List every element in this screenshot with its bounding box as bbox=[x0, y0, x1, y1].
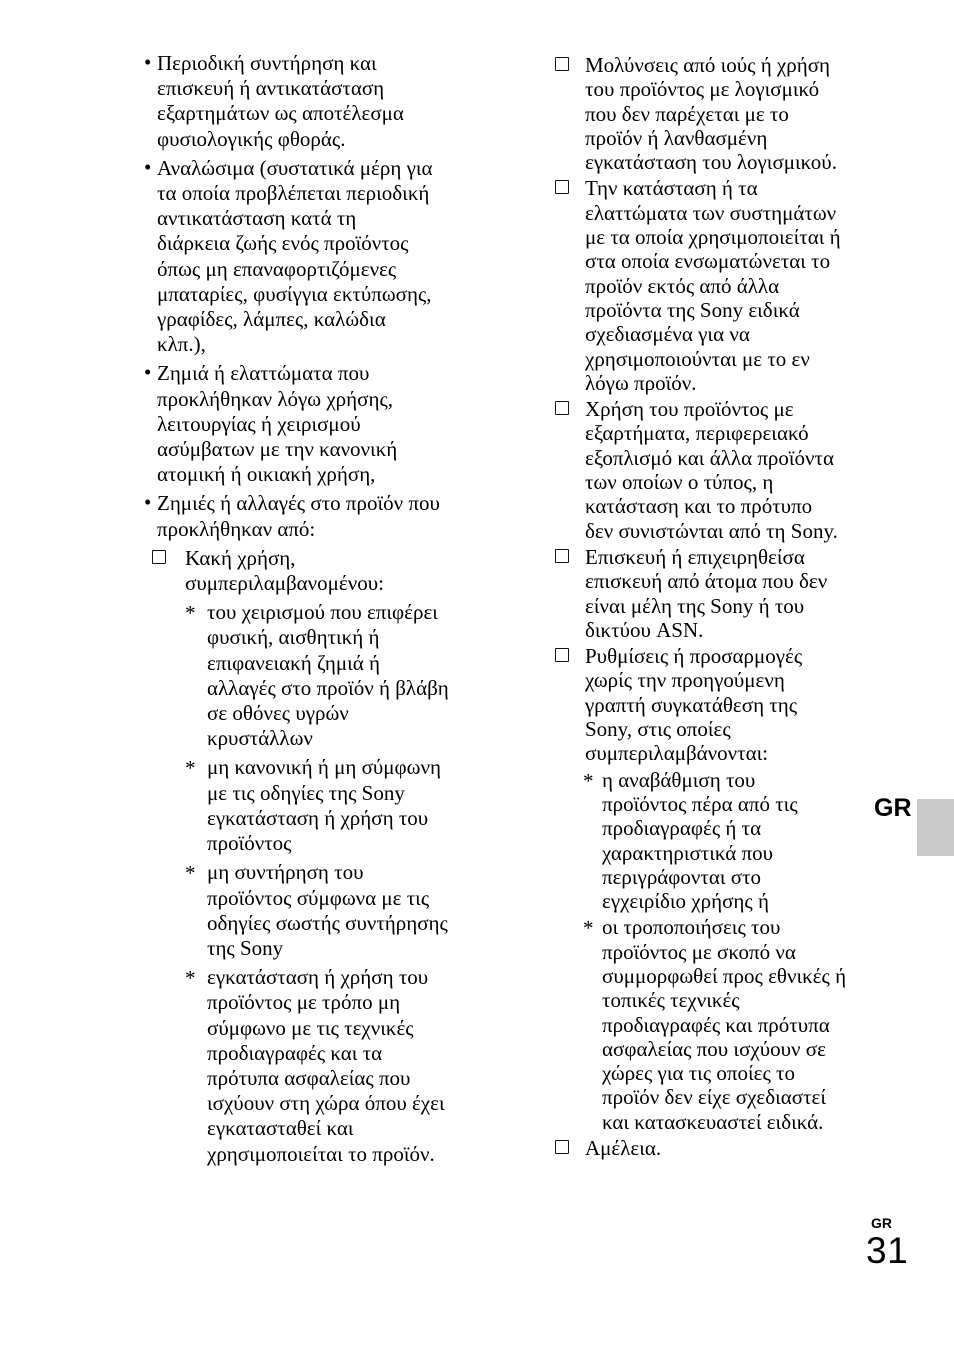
text-line: Ρυθμίσεις ή προσαρμογές bbox=[585, 644, 803, 669]
text-line: προϊόντος με τρόπο μη bbox=[207, 990, 401, 1015]
text-line: κρυστάλλων bbox=[207, 726, 313, 751]
text-line: συμπεριλαμβανομένου: bbox=[185, 571, 384, 596]
asterisk-item bbox=[145, 860, 510, 961]
text-line: χαρακτηριστικά που bbox=[602, 840, 774, 865]
text-line: εξοπλισμό και άλλα προϊόντα bbox=[585, 445, 834, 470]
text-line: προκλήθηκαν από: bbox=[157, 516, 316, 541]
checkbox-icon bbox=[555, 1140, 569, 1154]
text-line: προδιαγραφές ή τα bbox=[602, 816, 762, 841]
text-line: εγκατάσταση ή χρήση του bbox=[207, 965, 429, 990]
text-line: δεν συνιστώνται από τη Sony. bbox=[585, 518, 838, 543]
bullet-item bbox=[145, 51, 510, 152]
text-line: Μολύνσεις από ιούς ή χρήση bbox=[585, 53, 831, 77]
text-line: προϊόντα της Sony ειδικά bbox=[585, 297, 800, 322]
text-line: συμπεριλαμβάνονται: bbox=[585, 741, 769, 766]
text-line: κλπ.), bbox=[157, 332, 206, 357]
language-tab-band bbox=[917, 799, 954, 856]
text-line: σχεδιασμένα για να bbox=[585, 322, 750, 347]
text-line: προδιαγραφές και τα bbox=[207, 1040, 383, 1065]
text-line: με τις οδηγίες της Sony bbox=[207, 780, 405, 805]
text-line: προϊόντος πέρα από τις bbox=[602, 791, 798, 816]
text-line: γραπτή συγκατάθεση της bbox=[585, 692, 798, 717]
text-line: εγκατάσταση του λογισμικού. bbox=[585, 150, 837, 175]
asterisk-icon: * bbox=[185, 756, 196, 781]
text-line: Χρήση του προϊόντος με bbox=[585, 397, 794, 422]
text-line: προϊόν δεν είχε σχεδιαστεί bbox=[602, 1085, 827, 1110]
asterisk-item bbox=[145, 600, 510, 751]
checkbox-icon bbox=[555, 401, 569, 415]
checkbox-item bbox=[555, 644, 890, 765]
text-line: Αναλώσιμα (συστατικά μέρη για bbox=[157, 155, 433, 180]
bullet-icon: • bbox=[144, 360, 152, 385]
text-line: γραφίδες, λάμπες, καλώδια bbox=[157, 307, 386, 332]
text-line: οδηγίες σωστής συντήρησης bbox=[207, 910, 448, 935]
checkbox-item bbox=[555, 545, 890, 642]
bullet-icon: • bbox=[144, 490, 152, 515]
checkbox-icon bbox=[555, 549, 569, 563]
text-line: εξαρτημάτων ως αποτέλεσμα bbox=[157, 101, 404, 126]
text-line: φυσική, αισθητική ή bbox=[207, 625, 380, 650]
text-line: της Sony bbox=[207, 935, 284, 960]
checkbox-icon bbox=[555, 180, 569, 194]
text-line: των οποίων ο τύπος, η bbox=[585, 470, 774, 495]
text-line: τα οποία προβλέπεται περιοδική bbox=[157, 181, 430, 206]
text-line: ελαττώματα των συστημάτων bbox=[585, 200, 837, 225]
asterisk-icon: * bbox=[583, 768, 594, 793]
asterisk-item bbox=[145, 755, 510, 856]
asterisk-item bbox=[145, 965, 510, 1167]
text-line: συμμορφωθεί προς εθνικές ή bbox=[602, 963, 847, 988]
language-tab-label: GR bbox=[874, 794, 912, 822]
asterisk-icon: * bbox=[185, 601, 196, 626]
text-line: δικτύου ASN. bbox=[585, 617, 704, 642]
text-line: Ζημιές ή αλλαγές στο προϊόν που bbox=[157, 491, 440, 516]
checkbox-item bbox=[555, 397, 890, 543]
text-line: του προϊόντος με λογισμικό bbox=[585, 77, 820, 102]
text-line: λόγω προϊόν. bbox=[585, 370, 697, 395]
page-number: 31 bbox=[866, 1230, 909, 1271]
text-line: ασύμβατων με την κανονική bbox=[157, 437, 398, 462]
text-line: όπως μη επαναφορτιζόμενες bbox=[157, 256, 397, 281]
text-line: Περιοδική συντήρηση και bbox=[157, 51, 377, 75]
right-column bbox=[555, 53, 890, 1160]
text-line: χρησιμοποιούνται με το εν bbox=[585, 346, 810, 371]
text-line: αλλαγές στο προϊόν ή βλάβη bbox=[207, 675, 449, 700]
text-line: του χειρισμού που επιφέρει bbox=[207, 600, 438, 625]
text-line: αντικατάσταση κατά τη bbox=[157, 206, 357, 231]
asterisk-item bbox=[555, 915, 890, 1134]
text-line: Κακή χρήση, bbox=[185, 545, 296, 570]
text-line: ασφαλείας που ισχύουν σε bbox=[602, 1036, 826, 1061]
text-line: Την κατάσταση ή τα bbox=[585, 176, 758, 201]
bullet-item bbox=[145, 491, 510, 541]
text-line: φυσιολογικής φθοράς. bbox=[157, 126, 346, 151]
text-line: προδιαγραφές και πρότυπα bbox=[602, 1012, 830, 1037]
checkbox-item bbox=[555, 176, 890, 395]
text-line: στα οποία ενσωματώνεται το bbox=[585, 249, 831, 274]
checkbox-item bbox=[555, 1136, 890, 1160]
text-line: οι τροποποιήσεις του bbox=[602, 915, 781, 940]
text-line: κατάσταση και το πρότυπο bbox=[585, 494, 813, 519]
bullet-item bbox=[145, 156, 510, 358]
checkbox-item bbox=[555, 53, 890, 174]
text-line: σύμφωνο με τις τεχνικές bbox=[207, 1015, 414, 1040]
text-line: ισχύουν στη χώρα όπου έχει bbox=[207, 1091, 445, 1116]
text-line: προκλήθηκαν λόγω χρήσης, bbox=[157, 386, 394, 411]
text-line: εγκατάσταση ή χρήση του bbox=[207, 805, 429, 830]
text-line: Ζημιά ή ελαττώματα που bbox=[157, 361, 370, 386]
text-line: επισκευή ή αντικατάσταση bbox=[157, 76, 385, 101]
text-line: προϊόντος σύμφωνα με τις bbox=[207, 885, 430, 910]
checkbox-icon bbox=[152, 550, 166, 564]
text-line: πρότυπα ασφαλείας που bbox=[207, 1065, 411, 1090]
text-line: προϊόντος με σκοπό να bbox=[602, 939, 796, 964]
checkbox-icon bbox=[555, 648, 569, 662]
text-line: εγχειρίδιο χρήσης ή bbox=[602, 889, 769, 914]
bullet-icon: • bbox=[144, 50, 152, 74]
text-line: Αμέλεια. bbox=[585, 1136, 662, 1161]
text-line: μη κανονική ή μη σύμφωνη bbox=[207, 755, 441, 780]
checkbox-item bbox=[145, 546, 510, 596]
text-line: που δεν παρέχεται με το bbox=[585, 101, 789, 126]
bullet-item bbox=[145, 361, 510, 487]
text-line: επισκευή από άτομα που δεν bbox=[585, 569, 828, 594]
text-line: η αναβάθμιση του bbox=[602, 767, 756, 792]
text-line: μη συντήρηση του bbox=[207, 860, 364, 885]
text-line: χώρες για τις οποίες το bbox=[602, 1061, 795, 1086]
asterisk-item bbox=[555, 768, 890, 914]
text-line: επιφανειακή ζημιά ή bbox=[207, 650, 380, 675]
text-line: και κατασκευαστεί ειδικά. bbox=[602, 1109, 824, 1134]
text-line: με τα οποία χρησιμοποιείται ή bbox=[585, 225, 841, 250]
checkbox-icon bbox=[555, 57, 569, 71]
footer-region-code: GR bbox=[871, 1215, 892, 1231]
text-line: χρησιμοποιείται το προϊόν. bbox=[207, 1141, 435, 1166]
text-line: προϊόν εκτός από άλλα bbox=[585, 273, 780, 298]
text-line: εξαρτήματα, περιφερειακό bbox=[585, 421, 809, 446]
text-line: χωρίς την προηγούμενη bbox=[585, 668, 785, 693]
text-line: μπαταρίες, φυσίγγια εκτύπωσης, bbox=[157, 281, 432, 306]
left-column bbox=[145, 51, 510, 1167]
text-line: εγκατασταθεί και bbox=[207, 1116, 354, 1141]
text-line: είναι μέλη της Sony ή του bbox=[585, 593, 805, 618]
text-line: ατομική ή οικιακή χρήση, bbox=[157, 462, 376, 487]
text-line: Sony, στις οποίες bbox=[585, 717, 731, 742]
asterisk-icon: * bbox=[185, 966, 196, 991]
text-line: διάρκεια ζωής ενός προϊόντος bbox=[157, 231, 409, 256]
text-line: τοπικές τεχνικές bbox=[602, 988, 740, 1013]
text-line: περιγράφονται στο bbox=[602, 864, 762, 889]
text-line: προϊόν ή λανθασμένη bbox=[585, 125, 768, 150]
bullet-icon: • bbox=[144, 154, 152, 179]
text-line: προϊόντος bbox=[207, 831, 292, 856]
text-line: Επισκευή ή επιχειρηθείσα bbox=[585, 544, 805, 569]
asterisk-icon: * bbox=[185, 861, 196, 886]
text-line: λειτουργίας ή χειρισμού bbox=[157, 411, 361, 436]
asterisk-icon: * bbox=[583, 916, 594, 941]
text-line: σε οθόνες υγρών bbox=[207, 701, 349, 726]
